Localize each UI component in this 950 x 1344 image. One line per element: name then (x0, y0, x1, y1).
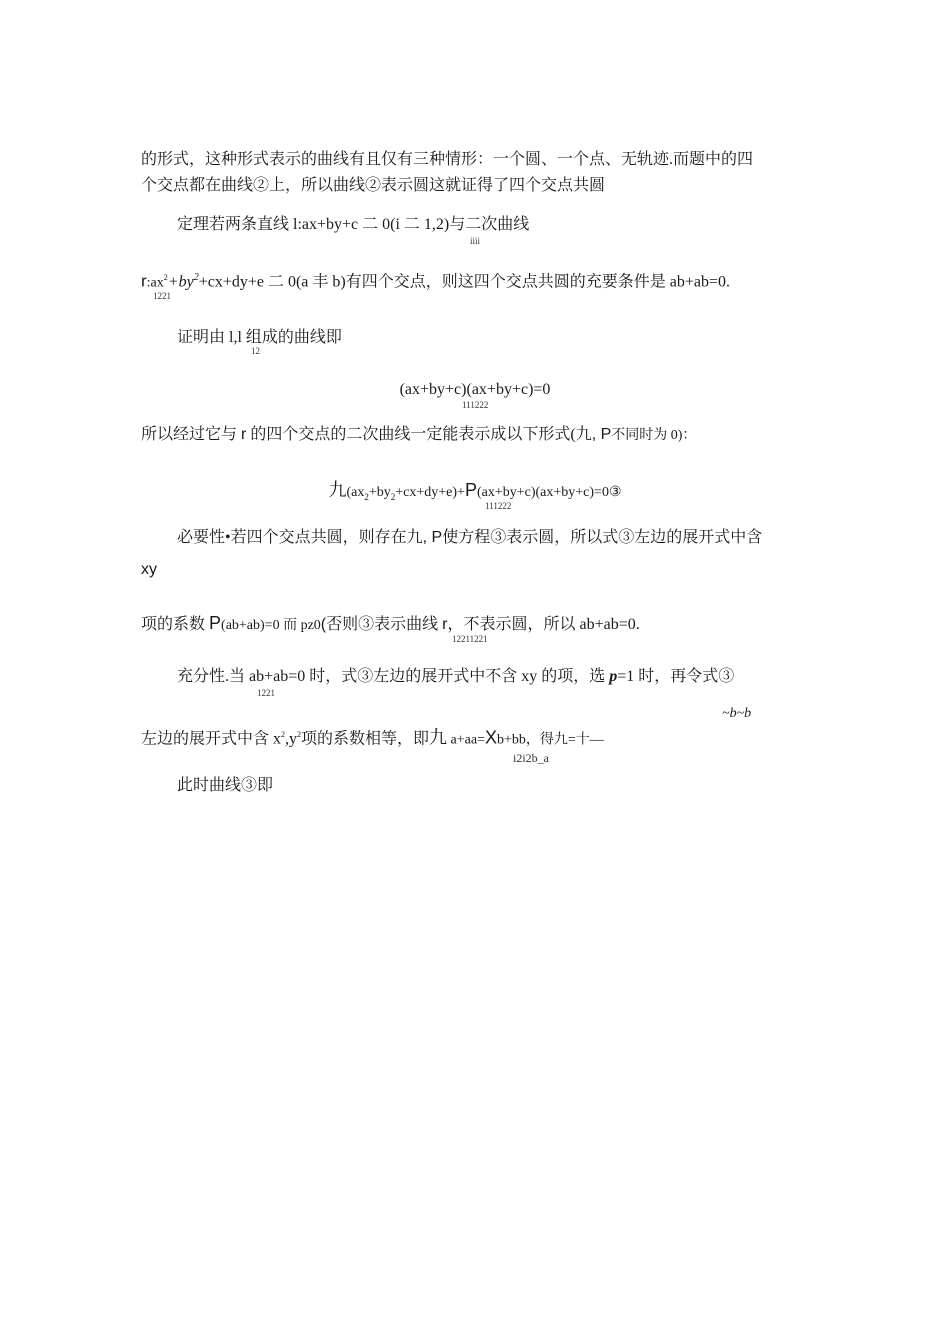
theorem-line-1-subscripts: iiii (470, 236, 481, 246)
text-segment: 的四个交点的二次曲线一定能表示成以下形式( (246, 426, 576, 443)
text-segment: 不同时为 0)： (611, 428, 697, 443)
necessity-line-3 (141, 613, 640, 636)
formula-1-subscripts: 111222 (462, 400, 489, 410)
text-segment: 项的系数相等，即 (301, 730, 430, 748)
lambda-mu-symbols: 九, P (575, 426, 612, 443)
subscript: 2 (390, 492, 396, 503)
formula-term: (ax+by+c)(ax+by+c)=0③ (476, 485, 622, 500)
lambda-symbol: 九 (429, 727, 448, 748)
lambda-mu-symbols: 九, P (406, 529, 443, 546)
text-segment: 否则③表示曲线 (326, 616, 443, 633)
text-segment: 充分性.当 ab+ab=0 时，式③左边的展开式中不含 xy 的项，选 (177, 668, 610, 685)
sufficiency-line-2-subscripts: i2i2b_a (513, 751, 549, 765)
proof-line-1: 证明由 l,l 组成的曲线即 (177, 329, 342, 346)
necessity-line-3-subscripts: 12211221 (452, 634, 488, 644)
formula-term: +by (368, 485, 391, 500)
text-segment: 项的系数 (141, 616, 210, 633)
theorem-line-2-subscripts: 1221 (153, 291, 171, 301)
text-segment: (ab+ab)=0 而 pz0 (221, 618, 321, 633)
theorem-term: +by (167, 273, 194, 291)
lambda-symbol: 九 (328, 480, 347, 500)
text-segment: b+bb，得九=十— (496, 732, 604, 748)
paragraph-2-line-1 (141, 425, 696, 446)
theorem-term: :ax (146, 275, 164, 291)
gamma-symbol: r， (442, 616, 464, 633)
sufficiency-line-1 (177, 667, 734, 687)
formula-2 (0, 480, 950, 507)
text-segment: 必要性•若四个交点共圆，则存在 (177, 529, 407, 546)
text-segment: 左边的展开式中含 x (141, 730, 282, 748)
text-segment: 所以经过它与 (141, 426, 242, 443)
sufficiency-line-1-subscripts: 1221 (257, 688, 275, 698)
paragraph-1-line-1: 的形式，这种形式表示的曲线有且仅有三种情形：一个圆、一个点、无轨迹.而题中的四 (141, 151, 754, 168)
superscript: 2 (193, 272, 199, 283)
superscript: 2 (281, 730, 286, 739)
necessity-line-1 (177, 528, 762, 548)
mu-symbol: X (484, 727, 497, 748)
theorem-line-1: 定理若两条直线 l:ax+by+c 二 0(i 二 1,2)与二次曲线 (177, 216, 530, 233)
gamma-symbol: r (241, 426, 247, 443)
necessity-line-2: xy (141, 561, 157, 578)
text-segment: ( (320, 616, 327, 633)
text-segment: 表示圆，所以 ab+ab=0. (479, 616, 640, 633)
paragraph-1-line-2: 个交点都在曲线②上，所以曲线②表示圆这就证得了四个交点共圆 (141, 177, 606, 194)
fraction-numerator: ~b~b (722, 706, 752, 721)
text-segment: 不 (463, 616, 480, 633)
theorem-line-2 (141, 268, 730, 293)
formula-term: +cx+dy+e)+ (395, 485, 465, 500)
formula-2-subscripts: 111222 (485, 501, 512, 511)
superscript: 2 (297, 730, 302, 739)
theorem-term: +cx+dy+e 二 0(a 丰 b)有四个交点，则这四个交点共圆的充要条件是 ab+ab=0. (198, 273, 730, 291)
last-line: 此时曲线③即 (177, 777, 274, 794)
text-segment: a+aa= (447, 732, 485, 748)
formula-1: (ax+by+c)(ax+by+c)=0 (399, 381, 551, 398)
proof-line-1-subscripts: 12 (251, 346, 260, 356)
gamma-symbol: r (141, 271, 147, 291)
text-segment: 使方程③表示圆，所以式③左边的展开式中含 (442, 529, 763, 546)
superscript: 2 (163, 273, 168, 282)
text-segment: =1 时，再令式③ (617, 668, 735, 685)
subscript: 2 (364, 492, 369, 503)
mu-symbol: P (209, 613, 222, 633)
mu-symbol: p (609, 668, 618, 685)
text-segment: ,y (285, 730, 298, 748)
mu-symbol: P (464, 480, 477, 500)
sufficiency-line-2 (141, 725, 604, 750)
formula-term: (ax (346, 485, 365, 500)
